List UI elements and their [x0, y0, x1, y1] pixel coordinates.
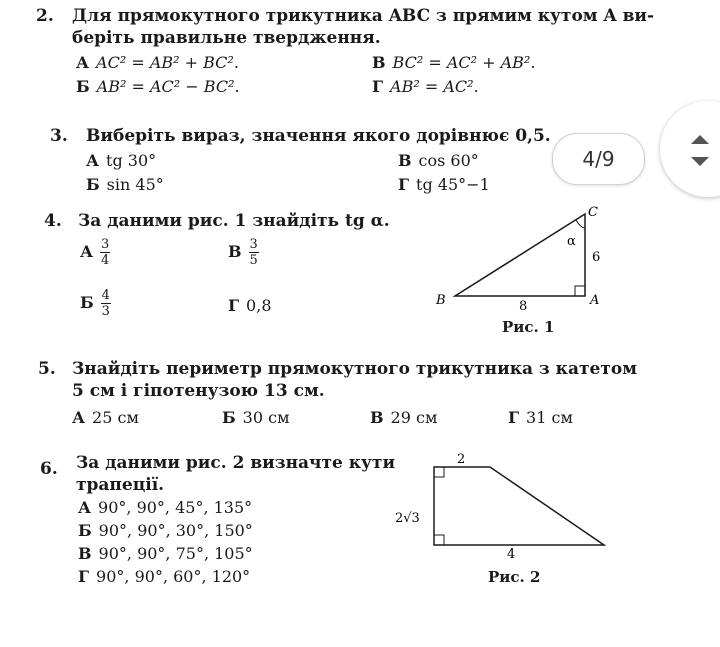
q6-option-v: В 90°, 90°, 75°, 105° — [78, 544, 253, 563]
q4-option-v: В $\frac{3}{5}$ — [228, 237, 258, 268]
q3-text: Виберіть вираз, значення якого дорівнює 0,5. — [86, 126, 551, 146]
q3-option-a: А tg 30° — [86, 151, 157, 170]
q2-option-v: В BC² = AC² + AB². — [372, 53, 536, 72]
angle-arc — [576, 220, 585, 228]
page-indicator[interactable] — [552, 133, 645, 185]
figure-2-caption: Рис. 2 — [488, 568, 541, 586]
q3-option-g: Г tg 45°−1 — [398, 175, 490, 194]
figure-2-trapezoid — [390, 450, 620, 570]
side-ac-label: 6 — [592, 250, 601, 265]
q5-option-b: Б 30 см — [222, 408, 290, 427]
q4-option-g: Г 0,8 — [228, 296, 272, 315]
vertex-c-label: C — [588, 205, 598, 220]
q2-text-line2: беріть правильне твердження. — [72, 28, 381, 48]
top-base-label: 2 — [457, 452, 466, 467]
arrow-up-icon — [691, 135, 709, 144]
side-ba-label: 8 — [519, 299, 528, 314]
angle-alpha-label: α — [567, 234, 576, 249]
vertex-b-label: B — [436, 293, 446, 308]
q3-option-b: Б sin 45° — [86, 175, 164, 194]
right-angle-mark-bottom — [434, 535, 444, 545]
q2-option-a: А AC² = AB² + BC². — [76, 53, 239, 72]
q4-text: За даними рис. 1 знайдіть tg α. — [78, 211, 390, 231]
page-nav-button[interactable] — [660, 101, 720, 197]
q2-number: 2. — [36, 6, 54, 26]
q4-option-a: А $\frac{3}{4}$ — [80, 237, 110, 268]
q5-option-v: В 29 см — [370, 408, 438, 427]
q2-text-line1: Для прямокутного трикутника ABC з прямим кутом A ви- — [72, 6, 655, 26]
q6-text-line1: За даними рис. 2 визначте кути — [76, 453, 396, 473]
figure-1-caption: Рис. 1 — [502, 318, 555, 336]
arrow-down-icon — [691, 157, 709, 166]
triangle-shape — [455, 214, 585, 296]
q6-option-b: Б 90°, 90°, 30°, 150° — [78, 521, 253, 540]
right-angle-mark — [575, 286, 585, 296]
q5-text-line2: 5 см і гіпотенузою 13 см. — [72, 381, 325, 401]
q4-option-b: Б $\frac{4}{3}$ — [80, 288, 110, 319]
q5-number: 5. — [38, 359, 56, 379]
q4-number: 4. — [44, 211, 62, 231]
vertex-a-label: A — [590, 293, 600, 308]
page-indicator-label: 4/9 — [582, 147, 615, 171]
height-label: 2√3 — [395, 511, 420, 526]
right-angle-mark-top — [434, 467, 444, 477]
bottom-base-label: 4 — [507, 547, 516, 562]
q6-option-g: Г 90°, 90°, 60°, 120° — [78, 567, 251, 586]
q2-option-g: Г AB² = AC². — [372, 77, 479, 96]
q3-number: 3. — [50, 126, 68, 146]
q5-option-a: А 25 см — [72, 408, 139, 427]
q2-option-b: Б AB² = AC² − BC². — [76, 77, 240, 96]
trapezoid-shape — [434, 467, 604, 545]
q5-text-line1: Знайдіть периметр прямокутного трикутника з катетом — [72, 359, 637, 379]
q3-option-v: В cos 60° — [398, 151, 479, 170]
q6-option-a: А 90°, 90°, 45°, 135° — [78, 498, 253, 517]
q6-text-line2: трапеції. — [76, 475, 165, 495]
q6-number: 6. — [40, 459, 58, 479]
q5-option-g: Г 31 см — [508, 408, 573, 427]
